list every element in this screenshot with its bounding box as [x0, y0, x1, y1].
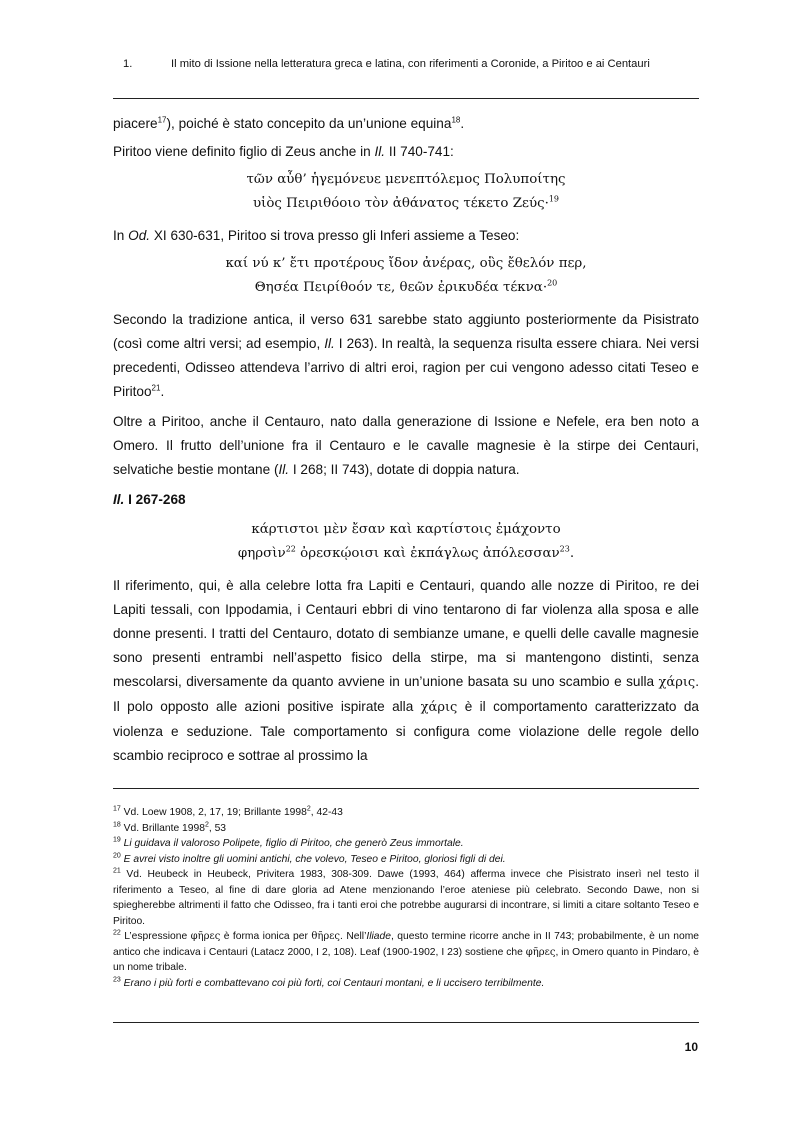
- greek-verse-2: [113, 252, 699, 300]
- footnote-ref-17[interactable]: 17: [157, 115, 167, 125]
- footnote-21: $^{21}$ Vd. Heubeck in Heubeck, Privitera 1983, 308-309. Dawe (1993, 464) afferma invece che Pisistrato inserì nel testo il riferimento a Teseo, al fine di dare gloria ad Atene menzionando l’eroe ateniese più celebrato. Secondo Dawe, non si spiegherebbe altrimenti il fatto che Odisseo, fra i tanti eroi che potrebbe augurarsi di incontrare, si limiti a citare soltanto Teseo e Piritoo.: [113, 867, 699, 927]
- footnote-ref-18[interactable]: 18: [451, 115, 461, 125]
- footnote-ref-19[interactable]: 19: [548, 194, 560, 204]
- verse-line: φηρσὶν$^{22}$ ὀρεσκῴοισι καὶ ἐκπάγλως ἀπόλεσσαν$^{23}$.: [237, 544, 575, 561]
- footnote-22: $^{22}$ L’espressione φῆρες è forma ionica per θῆρες. Nell’Iliade, questo termine ricorre anche in II 743; probabilmente, è un nome antico che indicava i Centauri (Latacz 2000, I 2, 108). Leaf (1900-1902, I 23) sostiene che φῆρες, in Omero quanto in Pindaro, è un nome tribale.: [113, 929, 699, 973]
- verse-line: κάρτιστοι μὲν ἔσαν καὶ καρτίστοις ἐμάχοντο: [251, 522, 561, 537]
- verse-line: Θησέα Πειρίθοόν τε, θεῶν ἐρικυδέα τέκνα·$^{20}$: [254, 278, 558, 295]
- header-rule: [113, 98, 699, 99]
- chapter-title: Il mito di Issione nella letteratura greca e latina, con riferimenti a Coronide, a Piritoo e ai Centauri: [171, 58, 650, 70]
- paragraph-2: Piritoo viene definito figlio di Zeus anche in Il. II 740-741:: [113, 144, 454, 159]
- paragraph-3: In Od. XI 630-631, Piritoo si trova presso gli Inferi assieme a Teseo:: [113, 228, 520, 243]
- chapter-number: 1.: [123, 58, 133, 70]
- footer-rule: [113, 1022, 699, 1023]
- paragraph-5: Oltre a Piritoo, anche il Centauro, nato dalla generazione di Issione e Nefele, era ben noto a Omero. Il frutto dell’unione fra il Centauro e le cavalle magnesie è la stirpe dei Centauri, selvatiche bestie montane (Il. I 268; II 743), dotate di doppia natura.: [113, 414, 699, 477]
- footnote-ref-20[interactable]: 20: [547, 278, 558, 288]
- main-text: [113, 112, 699, 774]
- footnote-ref-23[interactable]: 23: [559, 544, 570, 554]
- footnote-18: $^{18}$ Vd. Brillante 1998$^2$, 53: [113, 821, 227, 834]
- footnote-17: $^{17}$ Vd. Loew 1908, 2, 17, 19; Brillante 1998$^2$, 42-43: [113, 805, 343, 818]
- verse-line: υἱὸς Πειριθόοιο τὸν ἀθάνατος τέκετο Ζεύς·$^{19}$: [252, 194, 560, 211]
- verse-line: καί νύ κ’ ἔτι προτέρους ἴδον ἀνέρας, οὓς ἔθελόν περ,: [225, 256, 587, 271]
- footnote-ref-21[interactable]: 21: [151, 383, 161, 393]
- paragraph-1: piacere$^{17}$), poiché è stato concepito da un’unione equina$^{18}$.: [113, 115, 465, 131]
- paragraph-6: Il riferimento, qui, è alla celebre lotta fra Lapiti e Centauri, quando alle nozze di Piritoo, re dei Lapiti tessali, con Ippodamia, i Centauri ebbri di vino tentarono di far violenza alla sposa e alle donne presenti. I tratti del Centauro, dotato di sembianze umane, e quelli delle cavalle magnesie sono presenti entrambi nell’aspetto fisico della stirpe, ma si mantengono distinti, senza mescolarsi, diversamente da quanto avviene in un’unione basata su uno scambio e sulla χάρις. Il polo opposto alle azioni positive ispirate alla χάρις è il comportamento caratterizzato da violenza e seduzione. Tale comportamento si configura come violazione delle regole dello scambio reciproco e sottrae al prossimo la: [113, 578, 699, 763]
- page-number: 10: [684, 1040, 698, 1054]
- footnote-ref-22[interactable]: 22: [285, 544, 296, 554]
- paragraph-4: Secondo la tradizione antica, il verso 631 sarebbe stato aggiunto posteriormente da Pisistrato (così come altri versi; ad esempio, Il. I 263). In realtà, la sequenza risulta essere chiara. Nei versi precedenti, Odisseo attendeva l’arrivo di altri eroi, ragion per cui vengono adesso citati Teseo e Piritoo$^{21}$.: [113, 312, 699, 399]
- verse-line: τῶν αὖθ’ ἡγεμόνευε μενεπτόλεμος Πολυποίτης: [246, 172, 566, 187]
- section-heading: Il. I 267-268: [113, 492, 186, 507]
- greek-verse-1: [113, 168, 699, 216]
- footnote-23: $^{23}$ Erano i più forti e combattevano coi più forti, coi Centauri montani, e li uccisero terribilmente.: [113, 976, 545, 989]
- greek-verse-3: [113, 518, 699, 566]
- footnote-20: $^{20}$ E avrei visto inoltre gli uomini antichi, che volevo, Teseo e Piritoo, gloriosi figli di dei.: [113, 852, 506, 865]
- footnote-19: $^{19}$ Li guidava il valoroso Polipete, figlio di Piritoo, che generò Zeus immortale.: [113, 836, 464, 849]
- footnotes: [113, 805, 699, 991]
- footnote-rule: [113, 788, 699, 789]
